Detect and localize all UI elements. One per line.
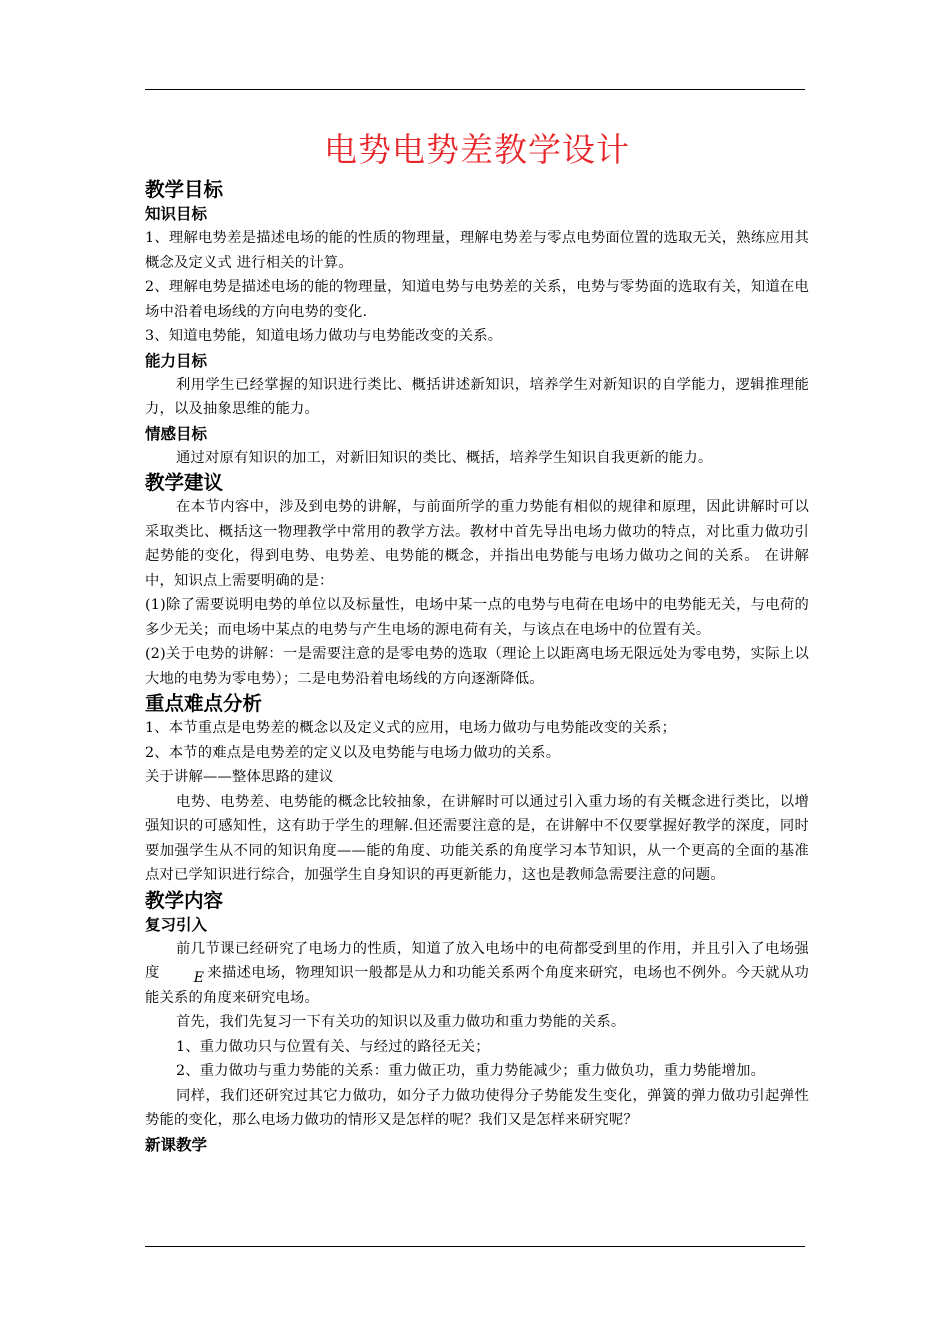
review-paragraph-2: 首先，我们先复习一下有关功的知识以及重力做功和重力势能的关系。: [176, 1014, 626, 1030]
review-paragraph-1-a: 前几节课已经研究了电场力的性质，知道了放入电场中的电荷都受到里的作用，并且引入了电场强度: [145, 940, 809, 981]
suggestions-intro: 在本节内容中，涉及到电势的讲解，与前面所学的重力势能有相似的规律和原理，因此讲解时可以采取类比、概括这一物理教学中常用的教学方法。教材中首先导出电场力做功的特点，对比重力做功引起势能的变化，得到电势、电势差、电势能的概念，并指出电势能与电场力做功之间的关系。 在讲解中，知识点上需要明确的是：: [145, 499, 809, 589]
section-heading-keypoints: 重点难点分析: [145, 692, 263, 715]
section-heading-goals: 教学目标: [145, 178, 224, 201]
section-heading-content: 教学内容: [145, 888, 224, 912]
review-paragraph-5: 同样，我们还研究过其它力做功，如分子力做功使得分子势能发生变化，弹簧的弹力做功引起弹性势能的变化，那么电场力做功的情形又是怎样的呢？我们又是怎样来研究呢？: [145, 1087, 809, 1128]
footer-rule: [145, 1246, 805, 1247]
review-paragraph-4: 2、重力做功与重力势能的关系：重力做正功，重力势能减少；重力做负功，重力势能增加。: [176, 1063, 766, 1079]
knowledge-goal-item: 1、理解电势差是描述电场的能的性质的物理量，理解电势差与零点电势面位置的选取无关，熟练应用其概念及定义式 进行相关的计算。: [145, 230, 809, 271]
ability-goal-text: 利用学生已经掌握的知识进行类比、概括讲述新知识，培养学生对新知识的自学能力，逻辑推理能力，以及抽象思维的能力。: [145, 376, 809, 417]
header-rule: [145, 89, 805, 90]
subheading-ability-goals: 能力目标: [145, 351, 208, 370]
advice-label: 关于讲解——整体思路的建议: [145, 769, 334, 785]
field-strength-symbol: E: [193, 970, 205, 986]
advice-text: 电势、电势差、电势能的概念比较抽象，在讲解时可以通过引入重力场的有关概念进行类比，以增强知识的可感知性，这有助于学生的理解.但还需要注意的是，在讲解中不仅要掌握好教学的深度，同时要加强学生从不同的知识角度——能的角度、功能关系的角度学习本节知识，从一个更高的全面的基准点对已学知识进行综合，加强学生自身知识的再更新能力，这也是教师急需要注意的问题。: [145, 793, 809, 883]
review-paragraph-3: 1、重力做功只与位置有关、与经过的路径无关；: [176, 1038, 490, 1055]
keypoint-item: 2、本节的难点是电势差的定义以及电势能与电场力做功的关系。: [145, 744, 561, 761]
knowledge-goal-item: 2、理解电势是描述电场的能的物理量，知道电势与电势差的关系，电势与零势面的选取有关，知道在电场中沿着电场线的方向电势的变化.: [145, 279, 809, 320]
subheading-review: 复习引入: [145, 915, 208, 934]
emotion-goal-text: 通过对原有知识的加工，对新旧知识的类比、概括，培养学生知识自我更新的能力。: [176, 449, 713, 466]
review-paragraph-1-b: 来描述电场，物理知识一般都是从力和功能关系两个角度来研究，电场也不例外。今天就从功能关系的角度来研究电场。: [145, 965, 809, 1006]
review-paragraph-1: [145, 937, 809, 1011]
suggestion-point: (2)关于电势的讲解：一是需要注意的是零电势的选取（理论上以距离电场无限远处为零电势，实际上以大地的电势为零电势）；二是电势沿着电场线的方向逐渐降低。: [145, 646, 809, 687]
section-heading-suggestions: 教学建议: [145, 471, 224, 494]
document-title: 电势电势差教学设计: [324, 130, 630, 169]
keypoint-item: 1、本节重点是电势差的概念以及定义式的应用，电场力做功与电势能改变的关系；: [145, 720, 677, 736]
subheading-emotion-goals: 情感目标: [145, 424, 208, 443]
subheading-knowledge-goals: 知识目标: [145, 205, 208, 223]
knowledge-goal-item: 3、知道电势能，知道电场力做功与电势能改变的关系。: [145, 328, 503, 344]
document-body: [145, 126, 809, 1157]
subheading-new-lesson: 新课教学: [145, 1135, 208, 1154]
suggestion-point: (1)除了需要说明电势的单位以及标量性，电场中某一点的电势与电荷在电场中的电势能无关，与电荷的多少无关；而电场中某点的电势与产生电场的源电荷有关，与该点在电场中的位置有关。: [145, 597, 809, 638]
